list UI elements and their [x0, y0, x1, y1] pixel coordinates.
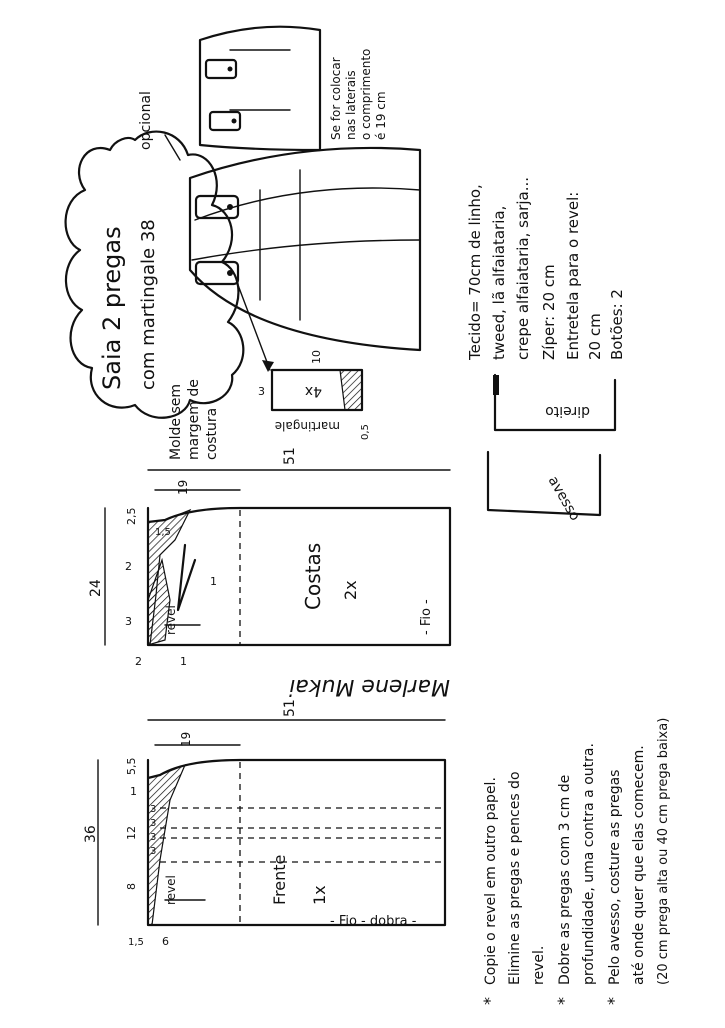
instruction-line4: Dobre as pregas com 3 cm de [557, 774, 573, 985]
back-grain: - Fio - [419, 599, 434, 635]
molde-note-line2: margem de [186, 379, 202, 460]
back-dim-dart-height: 1 [210, 575, 217, 588]
materials-line6: 20 cm [586, 313, 604, 360]
signature [289, 674, 450, 699]
side-note-line4: é 19 cm [374, 91, 388, 140]
molde-note-line1: Molde sem [168, 383, 184, 460]
martingale-count: 4x [304, 383, 322, 399]
materials-line1: Tecido= 70cm de linho, [466, 184, 484, 360]
side-note-line3: o comprimento [359, 48, 373, 140]
materials-line2: tweed, lã alfaiataria, [490, 205, 508, 360]
front-dim-pleat: 12 [125, 826, 138, 840]
back-dim-bottom2: 1 [180, 655, 187, 668]
instructions [480, 718, 671, 1005]
materials-line7: Botões: 2 [608, 289, 626, 360]
instruction-line5: profundidade, uma contra a outra. [581, 743, 597, 985]
back-dim-top: 2,5 [125, 507, 138, 525]
front-hip-dim: 19 [179, 731, 193, 747]
pleat-view-avesso [488, 452, 600, 524]
front-count: 1x [310, 885, 329, 905]
front-height-dim: 36 [83, 825, 99, 843]
front-dim-bottom2: 6 [162, 935, 169, 948]
front-grain: - Fio - dobra - [330, 914, 417, 929]
title-line1: Saia 2 pregas [98, 226, 126, 390]
back-dim-dart-width: 2 [125, 560, 132, 573]
front-dim-revel: 8 [125, 883, 138, 890]
back-width-dim: 51 [282, 447, 298, 465]
opcional-label: opcional [138, 91, 154, 150]
back-dim-bottom: 2 [135, 655, 142, 668]
instruction-line1: Copie o revel em outro papel. [483, 777, 499, 985]
back-count: 2x [341, 580, 360, 600]
front-pleat-mark-2: 3 [150, 818, 157, 829]
instruction-line7: até onde quer que elas comecem. [631, 745, 647, 985]
pleat-view-direito [493, 375, 615, 430]
instruction-bullet-3: * [604, 997, 623, 1005]
instruction-bullet-1: * [480, 997, 499, 1005]
martingale-width: 10 [310, 350, 323, 364]
front-piece [83, 699, 445, 948]
front-label: Frente [270, 854, 289, 905]
back-dim-dart: 1,5 [155, 527, 171, 538]
title-cloud [66, 132, 244, 418]
side-sketch [200, 27, 320, 150]
back-revel: revel [164, 605, 178, 635]
title-line2: com martingale 38 [138, 219, 159, 390]
materials-line4: Zíper: 20 cm [540, 264, 558, 360]
molde-note-line3: costura [204, 407, 220, 460]
back-hip-dim: 19 [176, 479, 190, 495]
pleat-view-direito-label: direito [545, 403, 590, 419]
front-revel: revel [164, 875, 178, 905]
instruction-line8: (20 cm prega alta ou 40 cm prega baixa) [656, 717, 671, 985]
martingale-height: 3 [258, 385, 265, 398]
side-note [329, 49, 388, 140]
martingale-label: martingale [274, 419, 340, 433]
instruction-line2: Elimine as pregas e pences do [507, 771, 523, 985]
martingale-piece [258, 350, 371, 440]
front-dim-top: 5,5 [125, 757, 138, 775]
back-label: Costas [301, 542, 325, 610]
materials-line5: Entretela para o revel: [564, 191, 582, 360]
instruction-bullet-2: * [554, 997, 573, 1005]
skirt-sketch [165, 135, 420, 372]
instruction-line3: revel. [531, 945, 547, 985]
front-width-dim: 51 [282, 699, 298, 717]
materials [466, 177, 626, 361]
front-pleat-mark-4: 3 [150, 846, 157, 857]
side-note-line1: Se for colocar [329, 57, 343, 140]
molde-note [168, 379, 220, 460]
back-dim-revel: 3 [125, 615, 132, 628]
front-pleat-mark-1: 3 [150, 804, 157, 815]
pleat-view-avesso-label: avesso [544, 473, 583, 524]
front-dim-bottom: 1,5 [128, 937, 144, 948]
materials-line3: crepe alfaiataria, sarja... [514, 177, 532, 360]
front-dim-one: 1 [130, 785, 137, 798]
back-height-dim: 24 [88, 579, 104, 597]
front-pleat-mark-3: 3 [150, 832, 157, 843]
side-note-line2: nas laterais [344, 70, 358, 140]
instruction-line6: Pelo avesso, costure as pregas [607, 769, 623, 985]
opcional-note [138, 91, 154, 150]
martingale-offset: 0,5 [360, 424, 371, 440]
back-piece [88, 447, 450, 668]
signature-text: Marlene Mukai [289, 674, 450, 699]
